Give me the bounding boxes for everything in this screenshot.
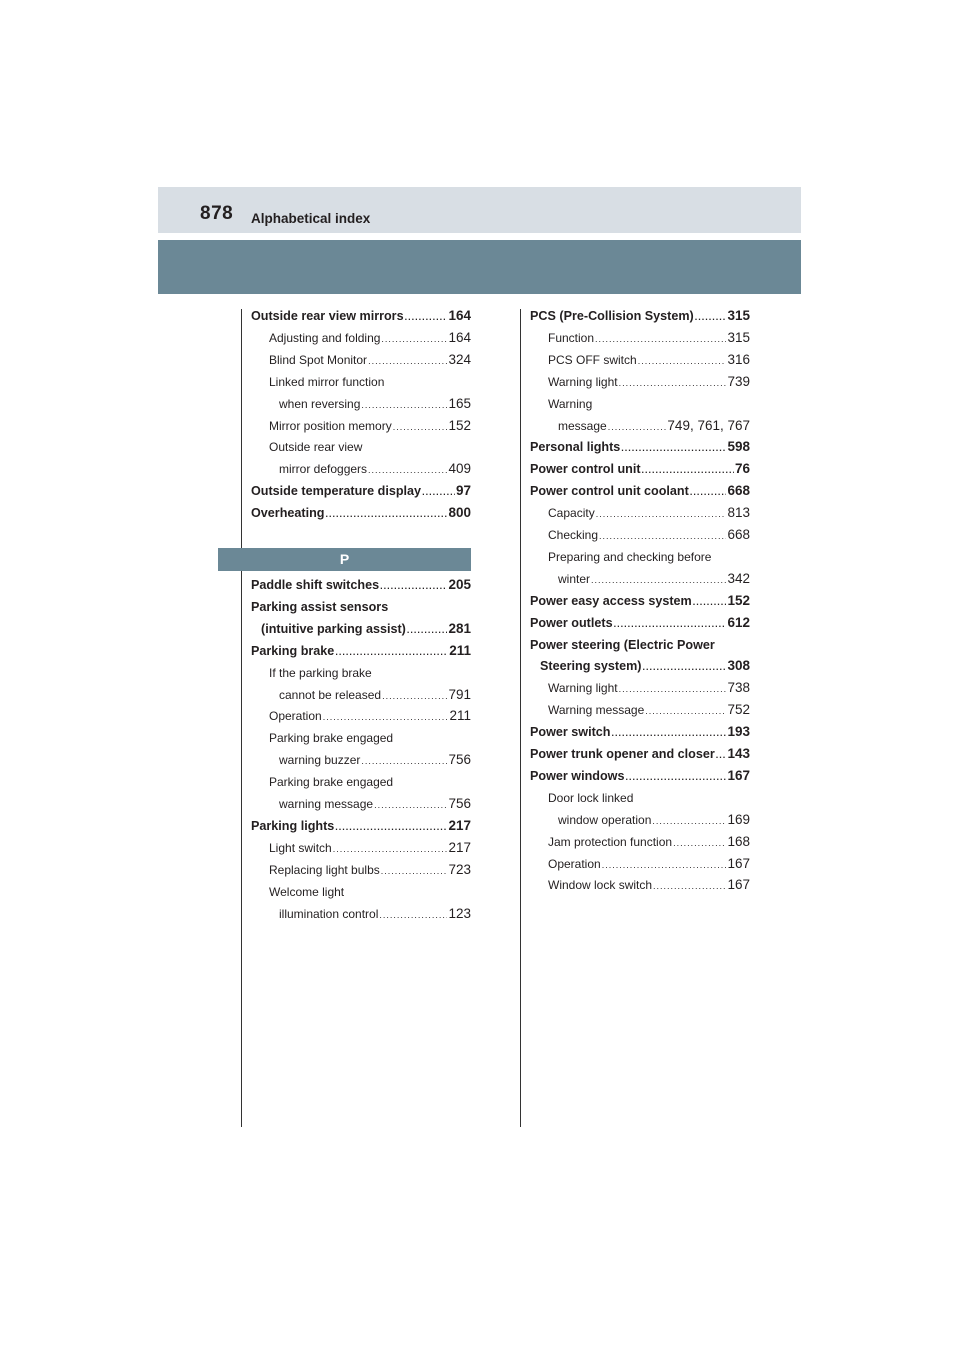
index-page-number: 723 bbox=[448, 861, 471, 877]
index-page-number: 211 bbox=[449, 642, 471, 658]
index-page-number: 749, 761, 767 bbox=[667, 417, 750, 433]
leader-dots bbox=[361, 752, 447, 770]
index-page-number: 342 bbox=[727, 570, 750, 586]
header-dark-band bbox=[158, 240, 801, 294]
leader-dots bbox=[621, 439, 726, 457]
index-entry-text: Operation bbox=[548, 856, 601, 871]
index-page-number: 308 bbox=[727, 658, 750, 674]
leader-dots bbox=[368, 461, 447, 479]
index-entry bbox=[530, 614, 750, 636]
index-entry-text: (intuitive parking assist) bbox=[261, 621, 406, 636]
index-entry bbox=[530, 307, 750, 329]
index-page-number: 668 bbox=[727, 527, 750, 542]
leader-dots bbox=[643, 658, 727, 676]
index-entry-text: Outside rear view mirrors bbox=[251, 309, 404, 323]
index-entry-text: Parking assist sensors bbox=[251, 599, 389, 614]
index-entry-text: mirror defoggers bbox=[279, 462, 368, 477]
leader-dots bbox=[368, 352, 447, 370]
leader-dots bbox=[407, 621, 448, 639]
leader-dots bbox=[625, 768, 726, 786]
index-entry-text: Function bbox=[548, 330, 595, 345]
leader-dots bbox=[591, 571, 726, 589]
leader-dots bbox=[690, 483, 727, 501]
index-entry-text: Power control unit coolant bbox=[530, 484, 689, 499]
index-entry-text: Power steering (Electric Power bbox=[530, 637, 715, 652]
leader-dots bbox=[325, 505, 447, 523]
index-entry bbox=[251, 329, 471, 351]
index-entry bbox=[530, 789, 750, 811]
leader-dots bbox=[645, 702, 726, 720]
leader-dots bbox=[335, 818, 447, 836]
index-entry bbox=[251, 642, 471, 664]
index-page-number: 211 bbox=[449, 708, 471, 724]
index-entry bbox=[251, 773, 471, 795]
leader-dots bbox=[361, 396, 447, 414]
index-entry-text: winter bbox=[558, 571, 591, 586]
index-entry bbox=[251, 395, 471, 417]
leader-dots bbox=[652, 812, 726, 830]
index-page-number: 791 bbox=[448, 686, 471, 702]
leader-dots bbox=[381, 330, 447, 348]
index-entry-text: Parking brake engaged bbox=[269, 731, 394, 746]
index-entry bbox=[251, 751, 471, 773]
index-entry-text: Power easy access system bbox=[530, 593, 692, 608]
index-page-number: 167 bbox=[727, 767, 750, 783]
index-page-number: 205 bbox=[448, 577, 471, 592]
index-page-number: 167 bbox=[727, 855, 750, 871]
index-entry-text: Warning light bbox=[548, 681, 618, 696]
index-entry-text: Parking brake bbox=[251, 643, 335, 658]
index-entry bbox=[530, 767, 750, 789]
index-page-number: 738 bbox=[727, 680, 750, 696]
index-page-number: 324 bbox=[448, 351, 471, 367]
index-entry-text: PCS OFF switch bbox=[548, 352, 637, 367]
leader-dots bbox=[653, 877, 726, 895]
index-page-number: 813 bbox=[727, 505, 750, 521]
index-entry-text: illumination control bbox=[279, 906, 379, 921]
index-entry bbox=[530, 811, 750, 833]
index-entry bbox=[530, 329, 750, 351]
index-entry bbox=[530, 701, 750, 723]
index-entry bbox=[251, 905, 471, 927]
index-page-number: 756 bbox=[448, 752, 471, 768]
index-entry-text: Linked mirror function bbox=[269, 374, 385, 389]
index-entry bbox=[251, 686, 471, 708]
leader-dots bbox=[638, 352, 727, 370]
leader-dots bbox=[642, 461, 734, 479]
leader-dots bbox=[595, 330, 726, 348]
leader-dots bbox=[619, 374, 727, 392]
page-number: 878 bbox=[200, 203, 234, 224]
index-page-number: 164 bbox=[448, 329, 471, 345]
index-page-number: 409 bbox=[448, 461, 471, 477]
leader-dots bbox=[380, 577, 447, 595]
index-entry bbox=[251, 482, 471, 504]
leader-dots bbox=[608, 418, 667, 436]
index-entry bbox=[530, 570, 750, 592]
index-entry bbox=[251, 598, 471, 620]
index-entry-text: Blind Spot Monitor bbox=[269, 352, 368, 367]
index-entry bbox=[530, 723, 750, 745]
index-page-number: 123 bbox=[448, 905, 471, 921]
index-entry-text: Mirror position memory bbox=[269, 418, 392, 433]
leader-dots bbox=[379, 906, 447, 924]
index-page-number: 612 bbox=[727, 614, 750, 630]
index-entry-text: Operation bbox=[269, 709, 322, 724]
leader-dots bbox=[716, 746, 727, 764]
leader-dots bbox=[673, 834, 726, 852]
index-entry bbox=[251, 729, 471, 751]
index-page-number: 167 bbox=[727, 877, 750, 893]
index-entry bbox=[251, 460, 471, 482]
index-entry bbox=[530, 548, 750, 570]
index-entry bbox=[530, 876, 750, 898]
index-page-number: 281 bbox=[448, 620, 471, 636]
leader-dots bbox=[693, 593, 727, 611]
leader-dots bbox=[611, 724, 726, 742]
letter-heading: P bbox=[218, 548, 471, 571]
index-entry bbox=[251, 438, 471, 460]
index-entry bbox=[251, 883, 471, 905]
leader-dots bbox=[382, 687, 447, 705]
index-entry-text: when reversing bbox=[279, 396, 361, 411]
index-entry bbox=[251, 373, 471, 395]
index-entry-text: Welcome light bbox=[269, 884, 345, 899]
index-page-number: 152 bbox=[448, 417, 471, 433]
index-page-number: 168 bbox=[727, 833, 750, 849]
index-entry-text: Power trunk opener and closer bbox=[530, 747, 715, 761]
leader-dots bbox=[393, 418, 448, 436]
index-entry-text: Parking lights bbox=[251, 818, 335, 833]
index-page-number: 97 bbox=[455, 483, 471, 499]
index-entry-text: Outside temperature display bbox=[251, 484, 422, 499]
index-entry-text: Warning bbox=[548, 396, 593, 411]
index-entry-text: Power outlets bbox=[530, 615, 613, 630]
leader-dots bbox=[695, 308, 727, 326]
index-entry bbox=[251, 861, 471, 883]
index-entry bbox=[530, 373, 750, 395]
index-entry-text: Window lock switch bbox=[548, 878, 653, 893]
index-entry-text: Capacity bbox=[548, 506, 595, 521]
index-entry-text: Power control unit bbox=[530, 462, 641, 477]
index-page-number: 315 bbox=[727, 329, 750, 345]
index-entry-text: Replacing light bulbs bbox=[269, 862, 380, 877]
index-entry-text: Light switch bbox=[269, 840, 332, 855]
left-column-rule bbox=[241, 309, 242, 1127]
index-page-number: 76 bbox=[734, 461, 750, 477]
index-entry bbox=[530, 855, 750, 877]
index-entry-text: Power switch bbox=[530, 725, 611, 740]
index-entry bbox=[530, 526, 750, 548]
index-entry-text: Power windows bbox=[530, 768, 625, 783]
index-entry-text: warning message bbox=[279, 797, 374, 811]
leader-dots bbox=[596, 505, 727, 523]
index-entry bbox=[251, 664, 471, 686]
index-entry bbox=[530, 351, 750, 373]
index-entry bbox=[530, 657, 750, 679]
index-entry bbox=[530, 417, 750, 439]
leader-dots bbox=[602, 856, 727, 874]
leader-dots bbox=[374, 796, 447, 814]
leader-dots bbox=[422, 483, 455, 501]
index-entry bbox=[251, 417, 471, 439]
index-page-number: 316 bbox=[727, 351, 750, 367]
index-entry bbox=[530, 592, 750, 614]
index-entry bbox=[251, 504, 471, 526]
index-entry-text: PCS (Pre-Collision System) bbox=[530, 309, 694, 323]
index-entry bbox=[530, 460, 750, 482]
index-entry-text: Overheating bbox=[251, 506, 325, 521]
section-title: Alphabetical index bbox=[251, 211, 371, 226]
index-entry-text: Parking brake engaged bbox=[269, 775, 394, 790]
index-entry-text: Adjusting and folding bbox=[269, 330, 381, 345]
index-entry-text: Warning message bbox=[548, 703, 645, 718]
index-entry bbox=[530, 438, 750, 460]
center-column-rule bbox=[520, 309, 521, 1127]
leader-dots bbox=[333, 840, 448, 858]
index-page-number: 165 bbox=[448, 395, 471, 411]
leader-dots bbox=[619, 680, 727, 698]
index-entry-text: warning buzzer bbox=[279, 753, 361, 768]
leader-dots bbox=[599, 527, 726, 545]
index-entry bbox=[251, 795, 471, 817]
index-page-number: 800 bbox=[448, 505, 471, 521]
index-entry-text: If the parking brake bbox=[269, 665, 372, 680]
index-entry bbox=[530, 504, 750, 526]
index-entry bbox=[530, 833, 750, 855]
index-entry-text: Outside rear view bbox=[269, 440, 363, 455]
index-page-number: 739 bbox=[727, 373, 750, 389]
index-page-number: 315 bbox=[727, 308, 750, 323]
index-entry bbox=[251, 576, 471, 598]
leader-dots bbox=[405, 308, 448, 326]
index-page-number: 668 bbox=[727, 483, 750, 499]
index-entry bbox=[251, 351, 471, 373]
index-entry bbox=[530, 636, 750, 658]
index-entry bbox=[530, 745, 750, 767]
index-entry bbox=[251, 620, 471, 642]
index-entry-text: Personal lights bbox=[530, 440, 621, 455]
index-entry-text: message bbox=[558, 418, 607, 433]
index-entry bbox=[530, 395, 750, 417]
index-entry-text: Paddle shift switches bbox=[251, 578, 380, 592]
index-page-number: 598 bbox=[727, 439, 750, 455]
leader-dots bbox=[323, 708, 449, 726]
index-page-number: 164 bbox=[448, 308, 471, 323]
index-page-number: 169 bbox=[727, 811, 750, 827]
index-entry bbox=[251, 817, 471, 839]
index-entry-text: cannot be released bbox=[279, 687, 382, 702]
index-page-number: 752 bbox=[727, 702, 750, 718]
leader-dots bbox=[381, 862, 448, 880]
index-page-number: 756 bbox=[448, 796, 471, 811]
index-entry bbox=[530, 482, 750, 504]
index-entry-text: Checking bbox=[548, 528, 599, 542]
index-entry bbox=[251, 839, 471, 861]
index-page-number: 217 bbox=[448, 817, 471, 833]
header-band bbox=[158, 187, 801, 233]
index-entry-text: Steering system) bbox=[540, 659, 642, 674]
index-entry bbox=[251, 307, 471, 329]
index-entry-text: Jam protection function bbox=[548, 834, 673, 849]
index-page-number: 143 bbox=[727, 746, 750, 761]
leader-dots bbox=[335, 643, 448, 661]
index-entry-text: Warning light bbox=[548, 374, 618, 389]
index-entry bbox=[530, 679, 750, 701]
index-page-number: 152 bbox=[727, 592, 750, 608]
index-entry-text: window operation bbox=[558, 812, 652, 827]
index-page-number: 217 bbox=[448, 839, 471, 855]
leader-dots bbox=[614, 615, 727, 633]
index-entry-text: Door lock linked bbox=[548, 790, 634, 805]
index-page-number: 193 bbox=[727, 724, 750, 740]
index-entry-text: Preparing and checking before bbox=[548, 549, 712, 564]
index-entry bbox=[251, 707, 471, 729]
